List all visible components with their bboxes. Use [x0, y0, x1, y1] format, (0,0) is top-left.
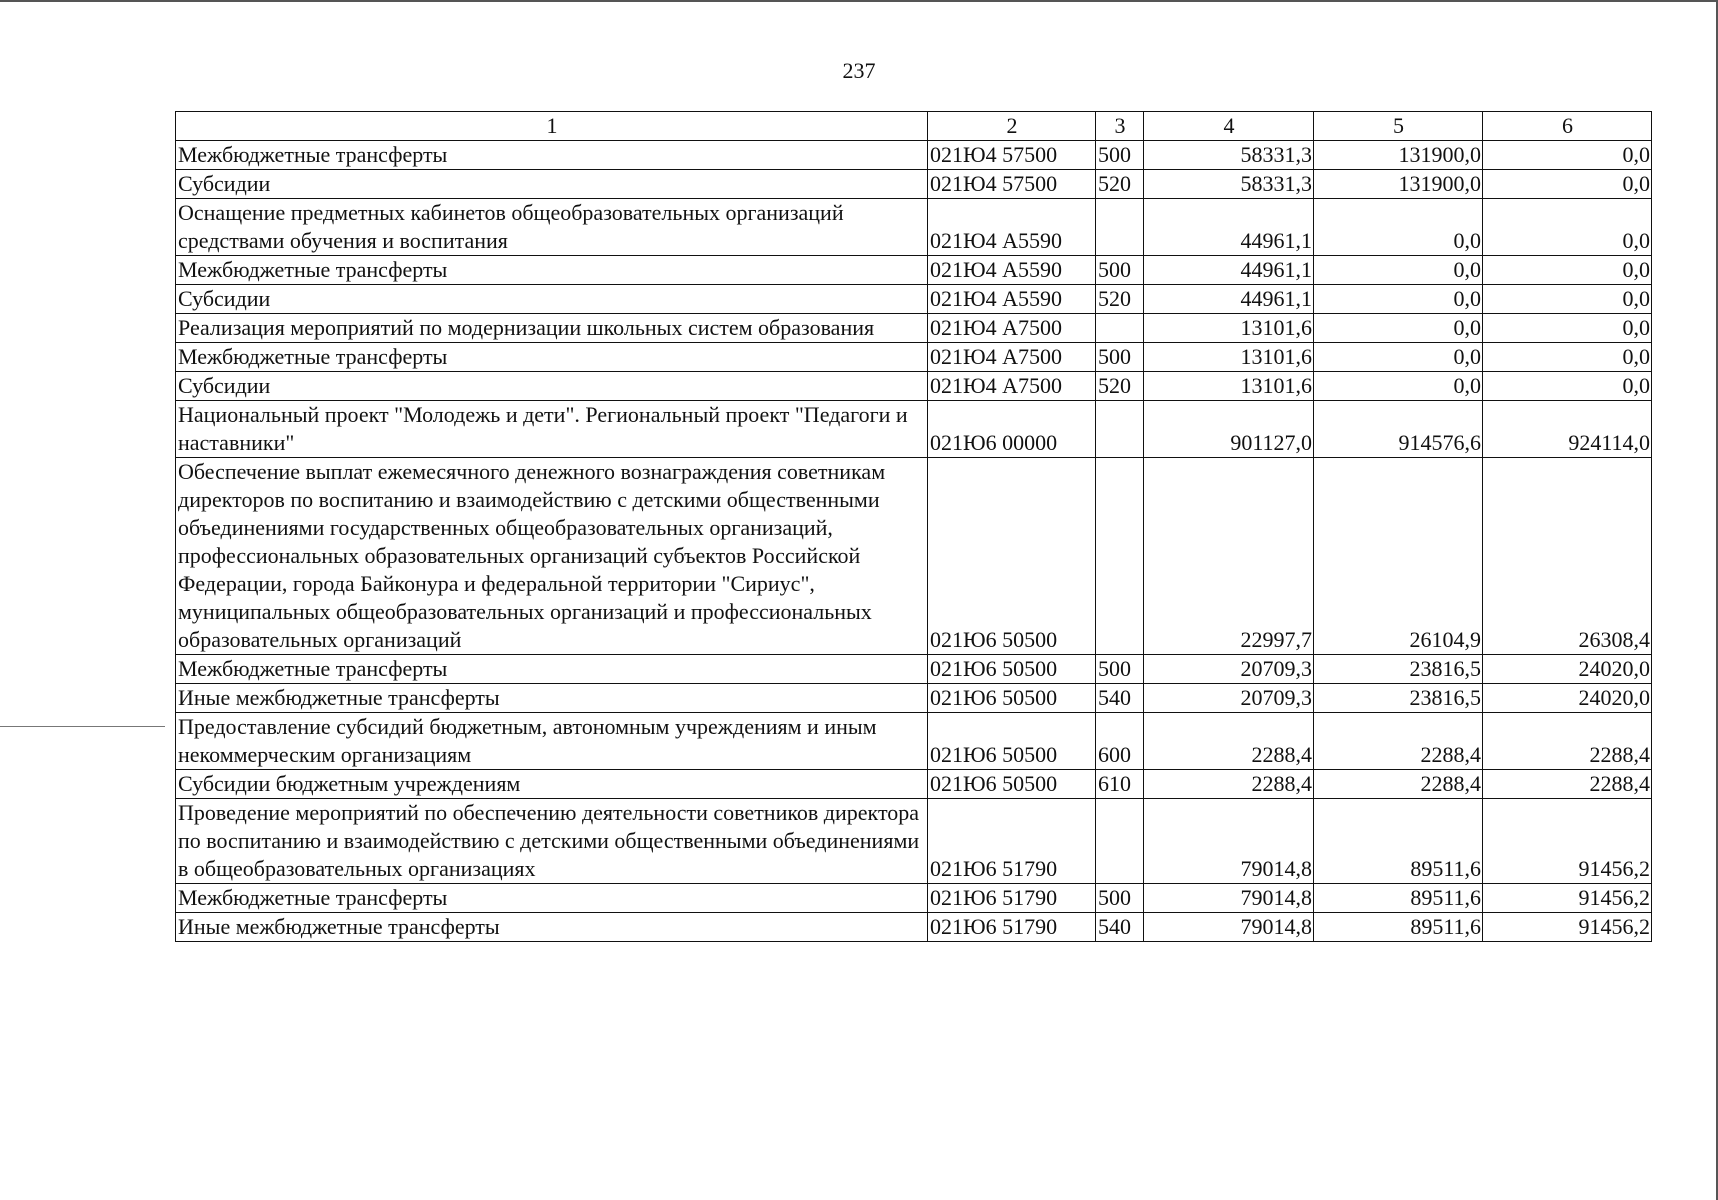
row-value-col5: 89511,6 — [1314, 799, 1483, 884]
row-value-col5: 0,0 — [1314, 343, 1483, 372]
row-code-cell: 021Ю4 А5590 — [928, 256, 1096, 285]
row-value-col6: 0,0 — [1483, 199, 1652, 256]
column-header: 4 — [1144, 112, 1314, 141]
row-name-cell: Оснащение предметных кабинетов общеобразовательных организаций средствами обучения и воспитания — [176, 199, 928, 256]
table-row — [176, 713, 1652, 770]
table-row — [176, 913, 1652, 942]
row-value-col6: 0,0 — [1483, 141, 1652, 170]
row-code-cell: 021Ю6 51790 — [928, 884, 1096, 913]
column-header: 5 — [1314, 112, 1483, 141]
row-expense-type-cell: 600 — [1096, 713, 1144, 770]
row-value-col4: 2288,4 — [1144, 713, 1314, 770]
row-expense-type-cell: 540 — [1096, 913, 1144, 942]
row-value-col5: 0,0 — [1314, 314, 1483, 343]
row-value-col6: 0,0 — [1483, 343, 1652, 372]
table-header-row — [176, 112, 1652, 141]
row-code-cell: 021Ю4 А7500 — [928, 314, 1096, 343]
row-value-col4: 20709,3 — [1144, 684, 1314, 713]
row-value-col5: 131900,0 — [1314, 141, 1483, 170]
row-value-col6: 0,0 — [1483, 314, 1652, 343]
row-value-col5: 131900,0 — [1314, 170, 1483, 199]
table-row — [176, 170, 1652, 199]
row-value-col6: 24020,0 — [1483, 684, 1652, 713]
row-name-cell: Межбюджетные трансферты — [176, 655, 928, 684]
row-value-col4: 79014,8 — [1144, 799, 1314, 884]
row-expense-type-cell: 500 — [1096, 884, 1144, 913]
row-value-col6: 91456,2 — [1483, 799, 1652, 884]
row-name-cell: Межбюджетные трансферты — [176, 256, 928, 285]
row-value-col5: 2288,4 — [1314, 713, 1483, 770]
row-value-col5: 26104,9 — [1314, 458, 1483, 655]
row-value-col4: 901127,0 — [1144, 401, 1314, 458]
row-value-col5: 2288,4 — [1314, 770, 1483, 799]
table-row — [176, 884, 1652, 913]
row-name-cell: Национальный проект "Молодежь и дети". Региональный проект "Педагоги и наставники" — [176, 401, 928, 458]
table-row — [176, 141, 1652, 170]
row-expense-type-cell: 610 — [1096, 770, 1144, 799]
row-code-cell: 021Ю6 51790 — [928, 913, 1096, 942]
row-value-col6: 91456,2 — [1483, 913, 1652, 942]
row-value-col5: 0,0 — [1314, 372, 1483, 401]
row-code-cell: 021Ю4 А7500 — [928, 372, 1096, 401]
scan-edge-top — [0, 0, 1718, 2]
table-row — [176, 684, 1652, 713]
row-value-col4: 44961,1 — [1144, 199, 1314, 256]
row-value-col6: 0,0 — [1483, 256, 1652, 285]
row-expense-type-cell: 540 — [1096, 684, 1144, 713]
column-header: 1 — [176, 112, 928, 141]
row-expense-type-cell — [1096, 401, 1144, 458]
row-value-col6: 2288,4 — [1483, 770, 1652, 799]
row-name-cell: Предоставление субсидий бюджетным, автономным учреждениям и иным некоммерческим организациям — [176, 713, 928, 770]
row-name-cell: Субсидии — [176, 170, 928, 199]
row-value-col5: 0,0 — [1314, 285, 1483, 314]
row-value-col4: 44961,1 — [1144, 256, 1314, 285]
row-value-col5: 0,0 — [1314, 256, 1483, 285]
row-value-col5: 0,0 — [1314, 199, 1483, 256]
row-value-col4: 79014,8 — [1144, 884, 1314, 913]
row-value-col4: 58331,3 — [1144, 170, 1314, 199]
row-expense-type-cell: 500 — [1096, 141, 1144, 170]
row-expense-type-cell: 500 — [1096, 343, 1144, 372]
row-value-col4: 20709,3 — [1144, 655, 1314, 684]
row-code-cell: 021Ю4 А5590 — [928, 285, 1096, 314]
row-value-col5: 89511,6 — [1314, 884, 1483, 913]
row-value-col6: 26308,4 — [1483, 458, 1652, 655]
column-header: 6 — [1483, 112, 1652, 141]
row-code-cell: 021Ю6 51790 — [928, 799, 1096, 884]
row-value-col4: 44961,1 — [1144, 285, 1314, 314]
row-expense-type-cell — [1096, 799, 1144, 884]
row-value-col6: 0,0 — [1483, 170, 1652, 199]
row-value-col4: 79014,8 — [1144, 913, 1314, 942]
row-value-col6: 0,0 — [1483, 285, 1652, 314]
row-expense-type-cell — [1096, 314, 1144, 343]
row-name-cell: Межбюджетные трансферты — [176, 884, 928, 913]
row-value-col6: 2288,4 — [1483, 713, 1652, 770]
row-expense-type-cell: 520 — [1096, 170, 1144, 199]
row-value-col4: 58331,3 — [1144, 141, 1314, 170]
row-value-col4: 2288,4 — [1144, 770, 1314, 799]
row-name-cell: Межбюджетные трансферты — [176, 343, 928, 372]
row-value-col6: 24020,0 — [1483, 655, 1652, 684]
row-name-cell: Проведение мероприятий по обеспечению деятельности советников директора по воспитанию и взаимодействию с детскими общественными объединениями в общеобразовательных организациях — [176, 799, 928, 884]
table-body — [176, 141, 1652, 942]
row-expense-type-cell: 520 — [1096, 372, 1144, 401]
table-row — [176, 401, 1652, 458]
table-row — [176, 372, 1652, 401]
row-value-col6: 91456,2 — [1483, 884, 1652, 913]
row-code-cell: 021Ю6 50500 — [928, 770, 1096, 799]
row-expense-type-cell: 500 — [1096, 655, 1144, 684]
table-row — [176, 343, 1652, 372]
row-code-cell: 021Ю6 50500 — [928, 684, 1096, 713]
row-value-col6: 0,0 — [1483, 372, 1652, 401]
row-code-cell: 021Ю6 00000 — [928, 401, 1096, 458]
row-name-cell: Субсидии — [176, 372, 928, 401]
row-code-cell: 021Ю4 А5590 — [928, 199, 1096, 256]
column-header: 2 — [928, 112, 1096, 141]
row-value-col4: 13101,6 — [1144, 314, 1314, 343]
table-row — [176, 199, 1652, 256]
row-value-col5: 89511,6 — [1314, 913, 1483, 942]
row-code-cell: 021Ю4 57500 — [928, 170, 1096, 199]
row-value-col4: 22997,7 — [1144, 458, 1314, 655]
row-value-col4: 13101,6 — [1144, 343, 1314, 372]
row-code-cell: 021Ю6 50500 — [928, 655, 1096, 684]
row-name-cell: Межбюджетные трансферты — [176, 141, 928, 170]
row-name-cell: Обеспечение выплат ежемесячного денежного вознаграждения советникам директоров по воспитанию и взаимодействию с детскими общественными объединениями государственных общеобразовательных организаций, профессиональных образовательных организаций субъектов Российской Федерации, города Байконура и федеральной территории "Сириус", муниципальных общеобразовательных организаций и профессиональных образовательных организаций — [176, 458, 928, 655]
row-value-col6: 924114,0 — [1483, 401, 1652, 458]
row-name-cell: Иные межбюджетные трансферты — [176, 684, 928, 713]
row-code-cell: 021Ю4 57500 — [928, 141, 1096, 170]
row-value-col4: 13101,6 — [1144, 372, 1314, 401]
table-row — [176, 770, 1652, 799]
row-code-cell: 021Ю4 А7500 — [928, 343, 1096, 372]
row-value-col5: 914576,6 — [1314, 401, 1483, 458]
row-expense-type-cell: 520 — [1096, 285, 1144, 314]
column-header: 3 — [1096, 112, 1144, 141]
scan-artifact-line — [0, 726, 165, 727]
table-row — [176, 285, 1652, 314]
table-row — [176, 314, 1652, 343]
table-row — [176, 458, 1652, 655]
row-value-col5: 23816,5 — [1314, 684, 1483, 713]
row-code-cell: 021Ю6 50500 — [928, 713, 1096, 770]
row-value-col5: 23816,5 — [1314, 655, 1483, 684]
row-name-cell: Реализация мероприятий по модернизации школьных систем образования — [176, 314, 928, 343]
page-number: 237 — [842, 58, 876, 83]
table-row — [176, 799, 1652, 884]
row-code-cell: 021Ю6 50500 — [928, 458, 1096, 655]
row-expense-type-cell: 500 — [1096, 256, 1144, 285]
table-row — [176, 655, 1652, 684]
row-expense-type-cell — [1096, 458, 1144, 655]
budget-table — [175, 111, 1652, 942]
row-expense-type-cell — [1096, 199, 1144, 256]
row-name-cell: Субсидии бюджетным учреждениям — [176, 770, 928, 799]
table-row — [176, 256, 1652, 285]
row-name-cell: Субсидии — [176, 285, 928, 314]
row-name-cell: Иные межбюджетные трансферты — [176, 913, 928, 942]
